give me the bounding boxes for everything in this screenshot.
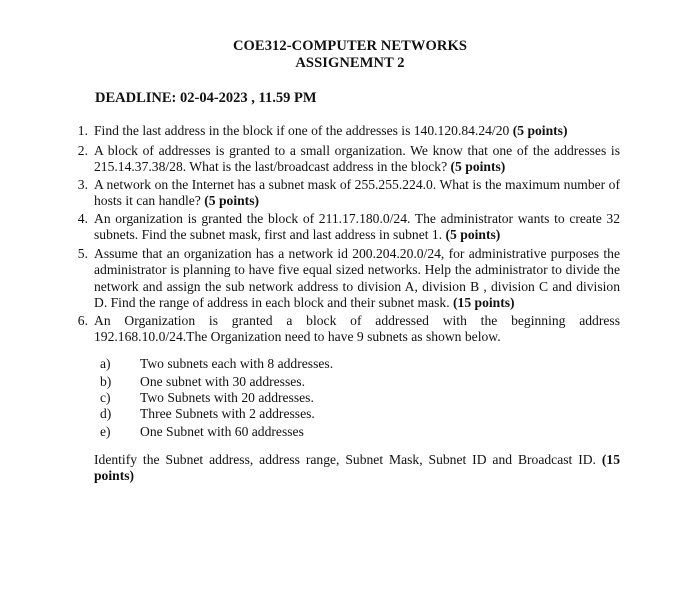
question-points: (5 points): [450, 159, 506, 175]
question-text: An Organization is granted a block of addressed with the beginning address 192.168.10.0/24.The Organization need to have 9 subnets as shown below.: [94, 313, 620, 345]
deadline: DEADLINE: 02-04-2023 , 11.59 PM: [95, 90, 317, 106]
question-4: [77, 211, 620, 244]
subitem-a: [100, 356, 333, 372]
subitem-text: One subnet with 30 addresses.: [140, 374, 305, 389]
subitem-label: c): [100, 390, 111, 405]
question-5: [77, 246, 620, 312]
question-points: (5 points): [204, 193, 260, 209]
question-points: (5 points): [445, 227, 501, 243]
subitem-text: Three Subnets with 2 addresses.: [140, 406, 315, 421]
question-number: 6.: [77, 313, 88, 328]
subitem-label: b): [100, 374, 112, 389]
subitem-d: [100, 406, 315, 422]
subitem-label: d): [100, 406, 112, 421]
question-6: [77, 313, 620, 346]
subitem-text: Two subnets each with 8 addresses.: [140, 356, 334, 371]
subitem-label: e): [100, 424, 111, 439]
question-1: [77, 123, 620, 139]
question-number: 5.: [77, 246, 88, 261]
question-2: [77, 143, 620, 176]
final-text: Identify the Subnet address, address range, Subnet Mask, Subnet ID and Broadcast ID.: [94, 452, 596, 467]
question-number: 4.: [77, 211, 88, 226]
question-text: Assume that an organization has a network id 200.204.20.0/24, for administrative purposes the administrator is planning to have five equal sized networks. Help the administrator to divide the network and assign the sub network address to division A, division B , division C and division D. Find the range of address in each block and their subnet mask.: [94, 246, 620, 311]
question-points: (5 points): [512, 123, 568, 138]
final-instruction: [94, 452, 620, 485]
question-3: [77, 177, 620, 210]
subitem-label: a): [100, 356, 111, 371]
question-number: 2.: [77, 143, 88, 158]
subitem-c: [100, 390, 314, 406]
question-number: 1.: [77, 123, 88, 138]
subitem-b: [100, 374, 305, 390]
subitem-text: Two Subnets with 20 addresses.: [140, 390, 314, 405]
question-text: An organization is granted the block of 211.17.180.0/24. The administrator wants to create 32 subnets. Find the subnet mask, first and last address in subnet 1.: [94, 211, 620, 243]
question-number: 3.: [77, 177, 88, 192]
subitem-e: [100, 424, 304, 440]
subitem-text: One Subnet with 60 addresses: [140, 424, 304, 439]
assignment-title: ASSIGNEMNT 2: [295, 55, 405, 71]
final-points: (15 points): [94, 452, 620, 484]
question-text: A block of addresses is granted to a small organization. We know that one of the addresses is 215.14.37.38/28. What is the last/broadcast address in the block?: [94, 143, 620, 175]
question-text: Find the last address in the block if one of the addresses is 140.120.84.24/20: [94, 123, 510, 138]
question-points: (15 points): [453, 295, 515, 311]
course-title: COE312-COMPUTER NETWORKS: [232, 38, 467, 54]
question-text: A network on the Internet has a subnet mask of 255.255.224.0. What is the maximum number of hosts it can handle?: [94, 177, 620, 209]
